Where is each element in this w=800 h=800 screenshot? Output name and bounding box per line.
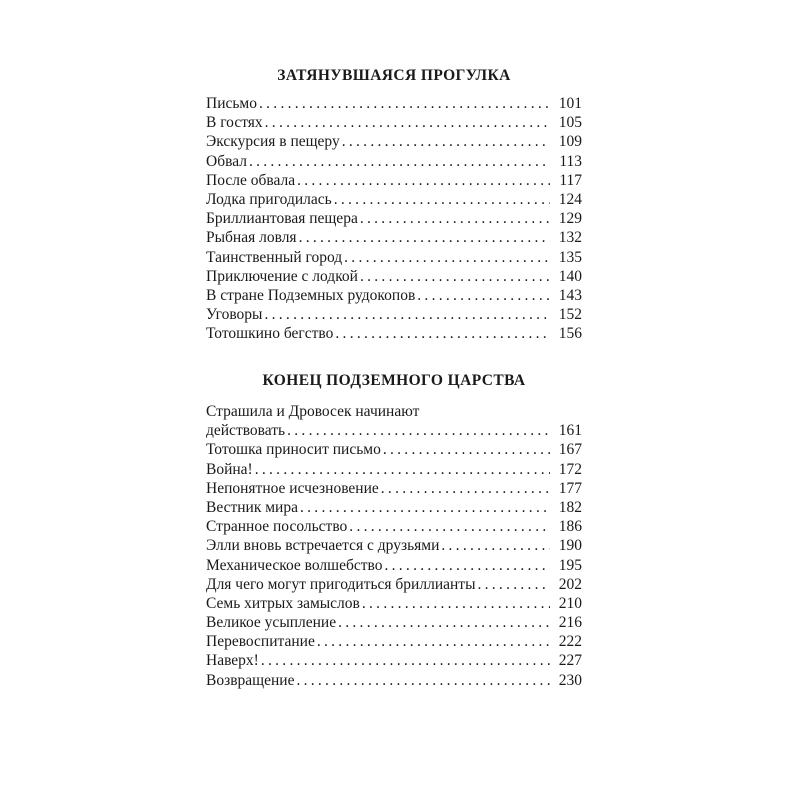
toc-entry-title: Тотошка приносит письмо	[206, 441, 381, 459]
toc-entry-title: Вестник мира	[206, 498, 298, 516]
toc-entry-page: 190	[558, 537, 582, 555]
toc-entry	[206, 94, 582, 113]
dot-leader	[344, 248, 550, 267]
toc-entry-page: 129	[558, 210, 582, 228]
toc-entry	[206, 613, 582, 632]
toc-entry	[206, 632, 582, 651]
toc-entry-title: Таинственный город	[206, 248, 343, 266]
dot-leader	[264, 305, 550, 324]
toc-entry-page: 143	[558, 286, 582, 304]
dot-leader	[335, 324, 550, 343]
toc-entry-title: Семь хитрых замыслов	[206, 594, 360, 612]
toc-entry-title: Бриллиантовая пещера	[206, 210, 358, 228]
toc-entry	[206, 228, 582, 247]
dot-leader	[381, 479, 550, 498]
dot-leader	[287, 421, 550, 440]
dot-leader	[296, 671, 550, 690]
toc-entry-title: Война!	[206, 460, 253, 478]
dot-leader	[265, 113, 550, 132]
dot-leader	[299, 228, 550, 247]
dot-leader	[384, 556, 550, 575]
dot-leader	[334, 190, 550, 209]
toc-entry-title: Наверх!	[206, 652, 259, 670]
toc-entry-page: 124	[558, 190, 582, 208]
dot-leader	[362, 594, 550, 613]
toc-entry-title: Лодка пригодилась	[206, 190, 332, 208]
toc-entry-title: Тотошкино бегство	[206, 325, 334, 343]
toc-entry-page: 227	[558, 652, 582, 670]
toc-entry-title: В стране Подземных рудокопов	[206, 286, 416, 304]
toc-entry-page: 132	[558, 229, 582, 247]
toc-entry-page: 156	[558, 325, 582, 343]
toc-entry-title: Для чего могут пригодиться бриллианты	[206, 575, 476, 593]
toc-list-part-1	[206, 94, 582, 343]
dot-leader	[261, 651, 550, 670]
toc-entry-title: Обвал	[206, 152, 247, 170]
dot-leader	[249, 152, 550, 171]
toc-entry	[206, 152, 582, 171]
toc-entry-page: 222	[558, 633, 582, 651]
toc-entry	[206, 209, 582, 228]
toc-entry	[206, 248, 582, 267]
toc-entry	[206, 286, 582, 305]
toc-entry-page: 182	[558, 498, 582, 516]
toc-entry-page: 167	[558, 441, 582, 459]
dot-leader	[417, 286, 550, 305]
toc-entry	[206, 402, 582, 440]
toc-entry	[206, 671, 582, 690]
toc-entry-page: 117	[559, 171, 582, 189]
dot-leader	[255, 460, 550, 479]
toc-entry-page: 195	[558, 556, 582, 574]
toc-entry-page: 161	[558, 422, 582, 440]
toc-entry-title: Экскурсия в пещеру	[206, 133, 340, 151]
toc-entry-title: Рыбная ловля	[206, 229, 297, 247]
toc-entry	[206, 440, 582, 459]
toc-entry-page: 135	[558, 248, 582, 266]
toc-entry-page: 172	[558, 460, 582, 478]
toc-entry-page: 113	[559, 152, 582, 170]
toc-entry	[206, 575, 582, 594]
toc-entry-title: Перевоспитание	[206, 633, 315, 651]
toc-entry-page: 230	[558, 671, 582, 689]
toc-entry-page: 186	[558, 518, 582, 536]
dot-leader	[441, 536, 550, 555]
toc-entry-page: 105	[558, 114, 582, 132]
dot-leader	[300, 498, 550, 517]
dot-leader	[317, 632, 550, 651]
toc-entry-title-line-1: Страшила и Дровосек начинают	[206, 403, 420, 420]
toc-entry-page: 210	[558, 594, 582, 612]
toc-entry	[206, 651, 582, 670]
toc-list-part-2	[206, 402, 582, 690]
toc-entry	[206, 498, 582, 517]
toc-entry-page: 177	[558, 479, 582, 497]
dot-leader	[477, 575, 550, 594]
toc-entry	[206, 132, 582, 151]
toc-entry-page: 216	[558, 614, 582, 632]
toc-entry-page: 202	[558, 575, 582, 593]
toc-entry-title: Механическое волшебство	[206, 556, 383, 574]
toc-entry-title: В гостях	[206, 114, 263, 132]
dot-leader	[297, 171, 550, 190]
toc-entry-page: 140	[558, 267, 582, 285]
toc-entry-title: Великое усыпление	[206, 614, 337, 632]
toc-entry-page: 101	[558, 95, 582, 112]
toc-entry-page: 109	[558, 133, 582, 151]
toc-entry	[206, 556, 582, 575]
toc-entry	[206, 460, 582, 479]
toc-entry-title: Приключение с лодкой	[206, 267, 358, 285]
dot-leader	[342, 132, 550, 151]
toc-entry-title: Письмо	[206, 95, 257, 112]
toc-entry	[206, 113, 582, 132]
toc-entry	[206, 190, 582, 209]
section-title-part-1: ЗАТЯНУВШАЯСЯ ПРОГУЛКА	[277, 67, 511, 84]
toc-entry-title-line-2: действовать	[206, 422, 286, 440]
toc-entry	[206, 267, 582, 286]
toc-entry	[206, 479, 582, 498]
toc-entry	[206, 324, 582, 343]
toc-entry	[206, 517, 582, 536]
toc-entry-title: Элли вновь встречается с друзьями	[206, 537, 440, 555]
toc-entry-title: Странное посольство	[206, 518, 348, 536]
toc-entry-title: Уговоры	[206, 306, 263, 324]
toc-entry	[206, 594, 582, 613]
toc-entry-title: После обвала	[206, 171, 296, 189]
toc-entry-title: Возвращение	[206, 671, 295, 689]
section-title-part-2: КОНЕЦ ПОДЗЕМНОГО ЦАРСТВА	[262, 372, 526, 389]
dot-leader	[349, 517, 550, 536]
dot-leader	[360, 209, 550, 228]
toc-entry	[206, 171, 582, 190]
toc-entry-title: Непонятное исчезновение	[206, 479, 379, 497]
toc-entry-last-line	[206, 421, 582, 440]
dot-leader	[383, 440, 550, 459]
dot-leader	[338, 613, 550, 632]
toc-entry	[206, 536, 582, 555]
dot-leader	[259, 94, 550, 113]
dot-leader	[360, 267, 550, 286]
toc-entry-page: 152	[558, 306, 582, 324]
toc-entry	[206, 305, 582, 324]
